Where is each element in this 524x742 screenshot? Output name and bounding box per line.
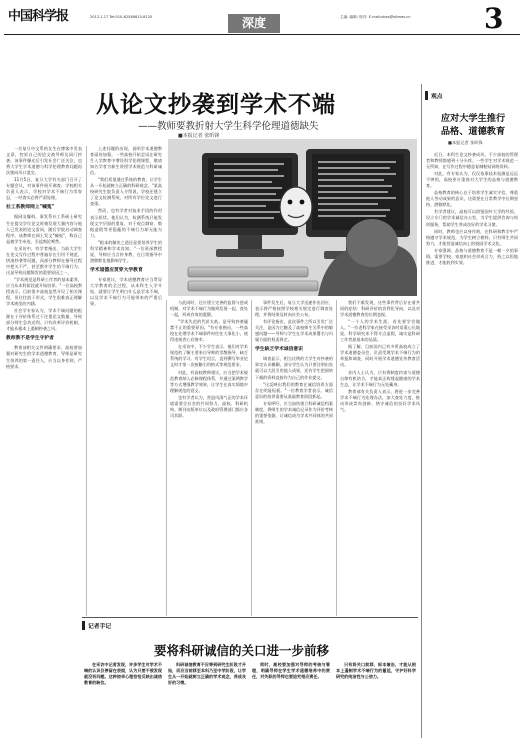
bottom-rule bbox=[82, 617, 418, 618]
article-subtitle: 教师教不是学生守护者 bbox=[6, 336, 54, 342]
section-tag: 深度 bbox=[228, 14, 280, 33]
bottom-column-3 bbox=[252, 662, 330, 738]
sidebar-title-line: 应对大学生推行 bbox=[440, 113, 506, 124]
paragraph: 对此，有专家认为，仅仅依靠技术检测是远远不够的，高校更应重视对大学生的品格与道德教育。 bbox=[426, 171, 518, 189]
sidebar-byline: ■本报记者 张昕锋 bbox=[448, 140, 483, 145]
paragraph: 同时，高校要加强对导师的考核与管理，明确导师在学生学术道德培养中的责任，对失职的导师也要追究相应责任。 bbox=[252, 662, 330, 680]
paragraph: "学术规范是科研工作者的基本素养，应当从本科阶段就开始培养。"一位高校教授表示，目前很多高校虽然开设了相关课程，但往往流于形式，学生很难真正理解学术规范的内涵。 bbox=[6, 276, 82, 307]
editor-info: 主编: 编辑: 校对: E-mail:zhao@stimes.cn bbox=[340, 15, 411, 19]
masthead-rule bbox=[4, 34, 520, 35]
paragraph: 据了解，目前国内已有多所高校成立了学术道德委员会，负责受理学术不端行为的举报和调查，同时开展学术道德宣传教育活动。 bbox=[340, 344, 420, 368]
main-subheadline: ——教师要教折射大学生科学伦理道德缺失 bbox=[138, 121, 319, 132]
paragraph: 在采访中，有学者指出，当前大学生在论文写作过程中普遍存在引用不规范、拼凑抄袭等问题，而部分教师在指导过程中把关不严，甚至默许学生的不端行为，这是导致问题频发的重要原因之一。 bbox=[6, 245, 82, 275]
paragraph: 品格教育的核心在于培养学生诚实守信、尊重他人劳动成果的意识，这需要在日常教学中长期坚持、潜移默化。 bbox=[426, 190, 518, 208]
paragraph: "学术失范的代价太低，是导致抄袭屡禁不止的重要原因。"有专家指出，一些高校在处理学术不端事件时往往大事化小，使得违规者心存侥幸。 bbox=[170, 319, 248, 343]
sidebar-divider bbox=[421, 84, 422, 738]
paragraph: 也有学者认为，营造风清气正的学术环境需要全社会的共同努力，高校、科研机构、期刊出版单位以及政府管理部门都应各司其职。 bbox=[170, 394, 248, 418]
paragraph: 教育部相关文件明确要求，高校要加强对研究生的学术道德教育，导师是研究生培养的第一责任人，应当以身作则，严格要求。 bbox=[6, 345, 82, 369]
bottom-column-1 bbox=[84, 662, 162, 738]
bottom-section-label: 记者手记 bbox=[82, 621, 111, 630]
article-subtitle: 学术道德应贯穿大学教育 bbox=[90, 267, 143, 273]
paragraph: 在采访中记者发现，许多学生对学术不端的认识仅停留在表面，认为只要不被发现就没有问题。这种侥幸心理恰恰反映出诚信教育的缺位。 bbox=[84, 662, 162, 686]
masthead bbox=[0, 0, 524, 34]
paragraph: "一个人的学术生涯，首先要学会做人。"一位老科学家在接受采访时语重心长地说，科学研究来不得半点虚假，诚实是科研工作者最基本的品质。 bbox=[340, 319, 420, 343]
paragraph: 教育部有关负责人表示，将进一步完善学术不端行为处理办法，加大查处力度，推动形成崇尚创新、恪守诚信的良好学术风气。 bbox=[340, 388, 420, 412]
sidebar-title bbox=[428, 112, 518, 138]
article-column-5 bbox=[336, 300, 420, 616]
paragraph: 我们不难发现，这些事件背后存在着共同的症结：科研评价的功利化导向，以及对学术道德教育的长期忽视。 bbox=[340, 300, 420, 318]
paragraph: 调查显示，相当比例的大学生对抄袭的界定认识模糊，部分学生认为只要注明出处就可以大段引用他人成果，还有学生把网络下载的资料直接作为自己的作业提交。 bbox=[255, 356, 333, 380]
paragraph: 与此同时，还应建立完善的监督与惩戒机制，对学术不端行为做到发现一起、查处一起，形成有效的震慑。 bbox=[170, 300, 248, 318]
paragraph: "这反映出我们的教育在诚信培养方面存在明显短板。"一位教育学者表示，诚信意识的培养需要从基础教育阶段抓起。 bbox=[255, 381, 333, 399]
article-column-4 bbox=[251, 300, 333, 616]
paragraph: 业内人士认为，只有将制度约束与道德自律有机结合，才能真正构建起健康的学术生态，让学术不端行为无处藏身。 bbox=[340, 369, 420, 387]
paragraph: 对此，有高校教师建议，应当把学术规范教育纳入必修课程体系，并通过案例教学等方式增强教学效果，让学生在真实情境中理解规范的意义。 bbox=[170, 369, 248, 393]
sidebar-column bbox=[426, 152, 518, 736]
paragraph: 一位复旦中文系的女生在博客中发表文章，控诉自己的论文被导师及同门抄袭。该事件曝光后引发社会广泛关注，也将大学生学术道德与科学伦理教育问题再次推向风口浪尖。 bbox=[6, 146, 82, 176]
bottom-column-4 bbox=[336, 662, 416, 738]
paragraph: "我们希望通过系统的教育，让学生从一开始就树立正确的科研观念。"某高校研究生院负责人介绍说，学校还建立了论文检测系统，对所有学位论文进行查重。 bbox=[90, 177, 162, 207]
article-column-2 bbox=[86, 146, 162, 616]
paragraph: 据网友爆料，事发系社工系硕士研究生在提交学位论文时被发现大量内容与他人已发表的论文雷同，随后学院启动调查程序。该教师在网上发文"喊冤"，称自己是被学生牵连，引起舆论哗然。 bbox=[6, 214, 82, 244]
article-subtitle: 学生缺乏学术诚信意识 bbox=[255, 347, 303, 353]
paragraph: 专家强调，品格与道德教育不是一朝一夕的事情，需要学校、家庭和社会形成合力，持之以恒地推进，才能收到实效。 bbox=[426, 247, 518, 265]
computer-illustration bbox=[168, 139, 417, 296]
newspaper-logo: 中国科学报 bbox=[8, 9, 69, 24]
bottom-headline: 要将科研诚信的关口进一步前移 bbox=[154, 643, 330, 658]
paragraph: 科研诚信教育不应等到研究生阶段才开始，而应当前移至本科乃至中学阶段，让学生从一开始就树立正确的学术观念，养成良好的习惯。 bbox=[168, 662, 246, 686]
paragraph: 然而，也有学者对技术手段的作用表示担忧。他们认为，检测系统只能发现文字层面的重复，对于观点剽窃、数据造假等更隐蔽的不端行为却无能为力。 bbox=[90, 208, 162, 238]
paragraph: 近日，本科生论文抄袭成风，不少高校的管理者和教师都感到十分头疼。一些学生对学术规范一无所知，在写作过程中随意复制粘贴网络资料。 bbox=[426, 152, 518, 170]
article-column-1 bbox=[6, 146, 82, 616]
paragraph: 有评论指出，此次事件之所以引发广泛关注，是因为它触及了高校师生关系中的敏感问题——导师与学生在学术成果署名与归属方面的权责界定。 bbox=[255, 319, 333, 343]
paragraph: 在采访中，不少学生表示，他们对学术规范的了解主要来自导师的零散指导，缺乏系统的学习。有学生坦言，直到撰写毕业论文时才第一次接触引用格式等规范要求。 bbox=[170, 344, 248, 368]
main-headline: 从论文抄袭到学术不端 bbox=[96, 92, 336, 118]
paragraph: 事件发生后，复旦大学迅速作出回应，表示将严格按照学校相关规定进行调查处理，并将结果及时向社会公布。 bbox=[255, 300, 333, 318]
paragraph: 专家建议，学术道德教育应当贯穿大学教育的全过程，从本科生入学开始，就要让学生明白什么是学术不端，以及学术不端行为可能带来的严重后果。 bbox=[90, 276, 162, 307]
page-number: 3 bbox=[484, 2, 504, 35]
masthead-info: 2012.1.17 Tel:010-62580615-8120 bbox=[90, 15, 153, 19]
paragraph: 有学者建议，高校可以借鉴国外大学的经验，设立专门的学术诚信办公室，为学生提供咨询与培训服务，帮助学生养成良好的学术习惯。 bbox=[426, 209, 518, 227]
paragraph: 上述问题的出现，说明学术道德教育亟待加强。一些高校开始尝试在研究生入学教育中增设科学伦理课程，邀请知名学者为新生讲授学术规范与科研诚信。 bbox=[90, 146, 162, 176]
bottom-column-2 bbox=[168, 662, 246, 738]
paragraph: 11月5日，复旦大学有关部门召开了专题会议，对该事件展开调查。学校相关负责人表示，学校对学术不端行为零容忍，一经查实必将严肃处理。 bbox=[6, 177, 82, 201]
paragraph: 专家呼吁，应当加快建立科研诚信档案制度，将师生的学术诚信记录作为评价考核的重要依据，让诚信成为学术共同体的共同准则。 bbox=[255, 400, 333, 424]
article-subtitle: 社工系教师网上"喊冤" bbox=[6, 205, 55, 211]
sidebar-title-line: 品格、道德教育 bbox=[440, 126, 506, 137]
paragraph: 只有将关口前移、标本兼治，才能从根本上遏制学术不端行为的蔓延，守护好科学研究的纯洁性与公信力。 bbox=[336, 662, 416, 680]
article-column-3 bbox=[166, 300, 248, 616]
paragraph: "根本的解决之道还是要培养学生的科学精神和学术良知。"一位资深教授说，导师应当言传身教，在日常指导中潜移默化地影响学生。 bbox=[90, 239, 162, 263]
main-byline: ■本报记者 张昕锋 bbox=[178, 133, 220, 139]
paragraph: 同时，教师也应以身作则，在科研和教学中严格遵守学术规范，为学生树立榜样。只有师生共同努力，才能营造诚信向上的校园学术文化。 bbox=[426, 228, 518, 246]
paragraph: 社会学专家认为，学术不端问题的根源在于评价体系过于注重论文数量，导致部分师生急功近利。只有改革评价机制，才能从根本上遏制抄袭之风。 bbox=[6, 308, 82, 332]
sidebar-section-label: 观点 bbox=[425, 91, 443, 100]
